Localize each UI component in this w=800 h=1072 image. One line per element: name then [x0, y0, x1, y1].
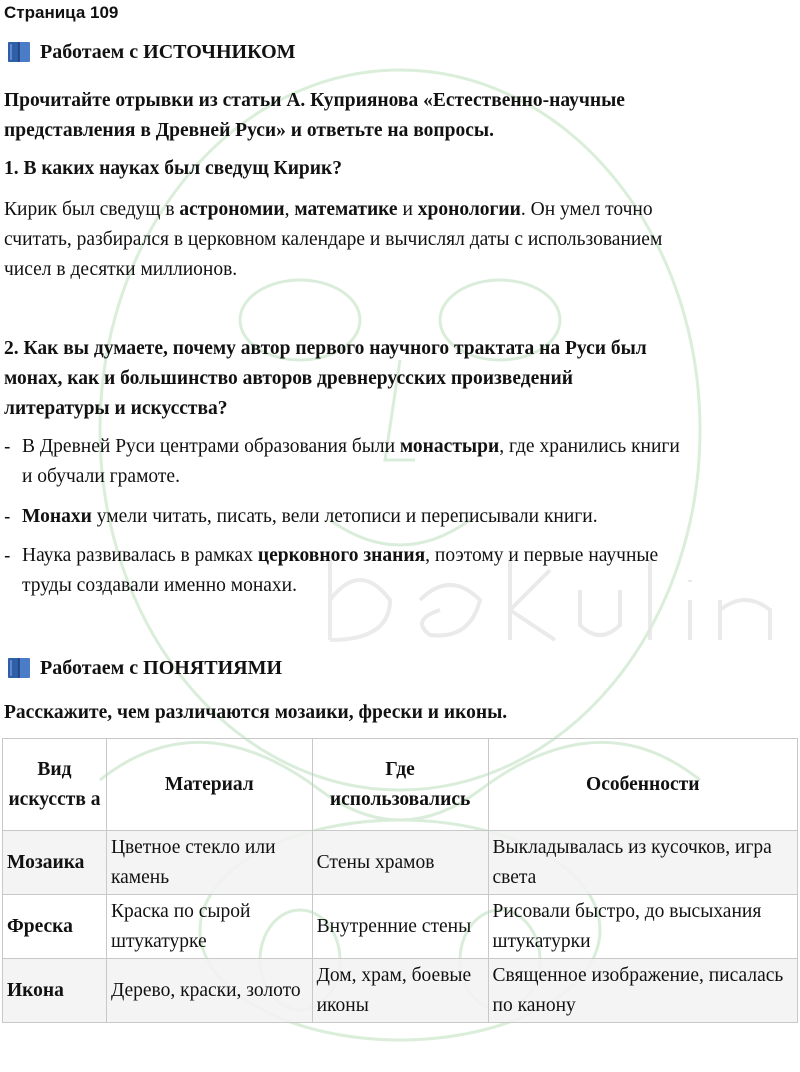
section-heading-prefix: Работаем с: [40, 656, 139, 679]
table-cell: Краска по сырой штукатурке: [106, 895, 312, 959]
question-2-line-2: монах, как и большинство авторов древнерусских произведений: [4, 368, 573, 389]
list-item: - Наука развивалась в рамках церковного знания, поэтому и первые научные труды создавали именно монахи.: [4, 541, 794, 601]
header-art-type: Вид искусств а: [3, 739, 107, 831]
table-cell: Дом, храм, боевые иконы: [312, 959, 488, 1023]
question-2: [4, 334, 794, 424]
section-heading-source: [6, 40, 296, 64]
table-row: [3, 959, 798, 1023]
book-icon: [6, 656, 32, 680]
answer-1-line-1: Кирик был сведущ в астрономии, математике и хронологии. Он умел точно: [4, 199, 653, 220]
table-cell: Рисовали быстро, до высыхания штукатурки: [488, 895, 797, 959]
header-usage: Где использовались: [312, 739, 488, 831]
intro-line-2: представления в Древней Руси» и ответьте на вопросы.: [4, 120, 494, 141]
section-heading-title: ИСТОЧНИКОМ: [143, 40, 296, 63]
table-cell: Выкладывалась из кусочков, игра света: [488, 831, 797, 895]
table-row: [3, 895, 798, 959]
table-cell: Стены храмов: [312, 831, 488, 895]
section-heading-title: ПОНЯТИЯМИ: [143, 656, 283, 679]
table-header-row: [3, 739, 798, 831]
list-item: - В Древней Руси центрами образования были монастыри, где хранились книги и обучали грамоте.: [4, 432, 794, 492]
bullet-dash: -: [4, 545, 11, 567]
section-heading-prefix: Работаем с: [40, 40, 139, 63]
table-cell: Дерево, краски, золото: [106, 959, 312, 1023]
header-material: Материал: [106, 739, 312, 831]
header-features: Особенности: [488, 739, 797, 831]
answer-1-line-3: чисел в десятки миллионов.: [4, 259, 238, 280]
table-cell: Священное изображение, писалась по канону: [488, 959, 797, 1023]
table-cell: Внутренние стены: [312, 895, 488, 959]
bullet-dash: -: [4, 436, 11, 458]
answer-1: [4, 195, 794, 285]
section-heading-concepts: [6, 656, 282, 680]
page-number: Страница 109: [4, 3, 119, 22]
question-1: 1. В каких науках был сведущ Кирик?: [4, 158, 342, 179]
question-2-line-3: литературы и искусства?: [4, 398, 228, 419]
task-text: Расскажите, чем различаются мозаики, фрески и иконы.: [4, 702, 508, 723]
table-cell: Икона: [3, 959, 107, 1023]
table-cell: Фреска: [3, 895, 107, 959]
table-cell: Мозаика: [3, 831, 107, 895]
intro-line-1: Прочитайте отрывки из статьи А. Куприянова «Естественно-научные: [4, 90, 625, 111]
question-2-line-1: 2. Как вы думаете, почему автор первого научного трактата на Руси был: [4, 338, 647, 359]
intro-text: [4, 86, 794, 146]
list-item: - Монахи умели читать, писать, вели летописи и переписывали книги.: [4, 502, 794, 532]
answer-1-line-2: считать, разбирался в церковном календаре и вычислял даты с использованием: [4, 229, 663, 250]
book-icon: [6, 40, 32, 64]
table-cell: Цветное стекло или камень: [106, 831, 312, 895]
concepts-table: [2, 738, 798, 1023]
table-row: [3, 831, 798, 895]
bullet-dash: -: [4, 506, 11, 528]
